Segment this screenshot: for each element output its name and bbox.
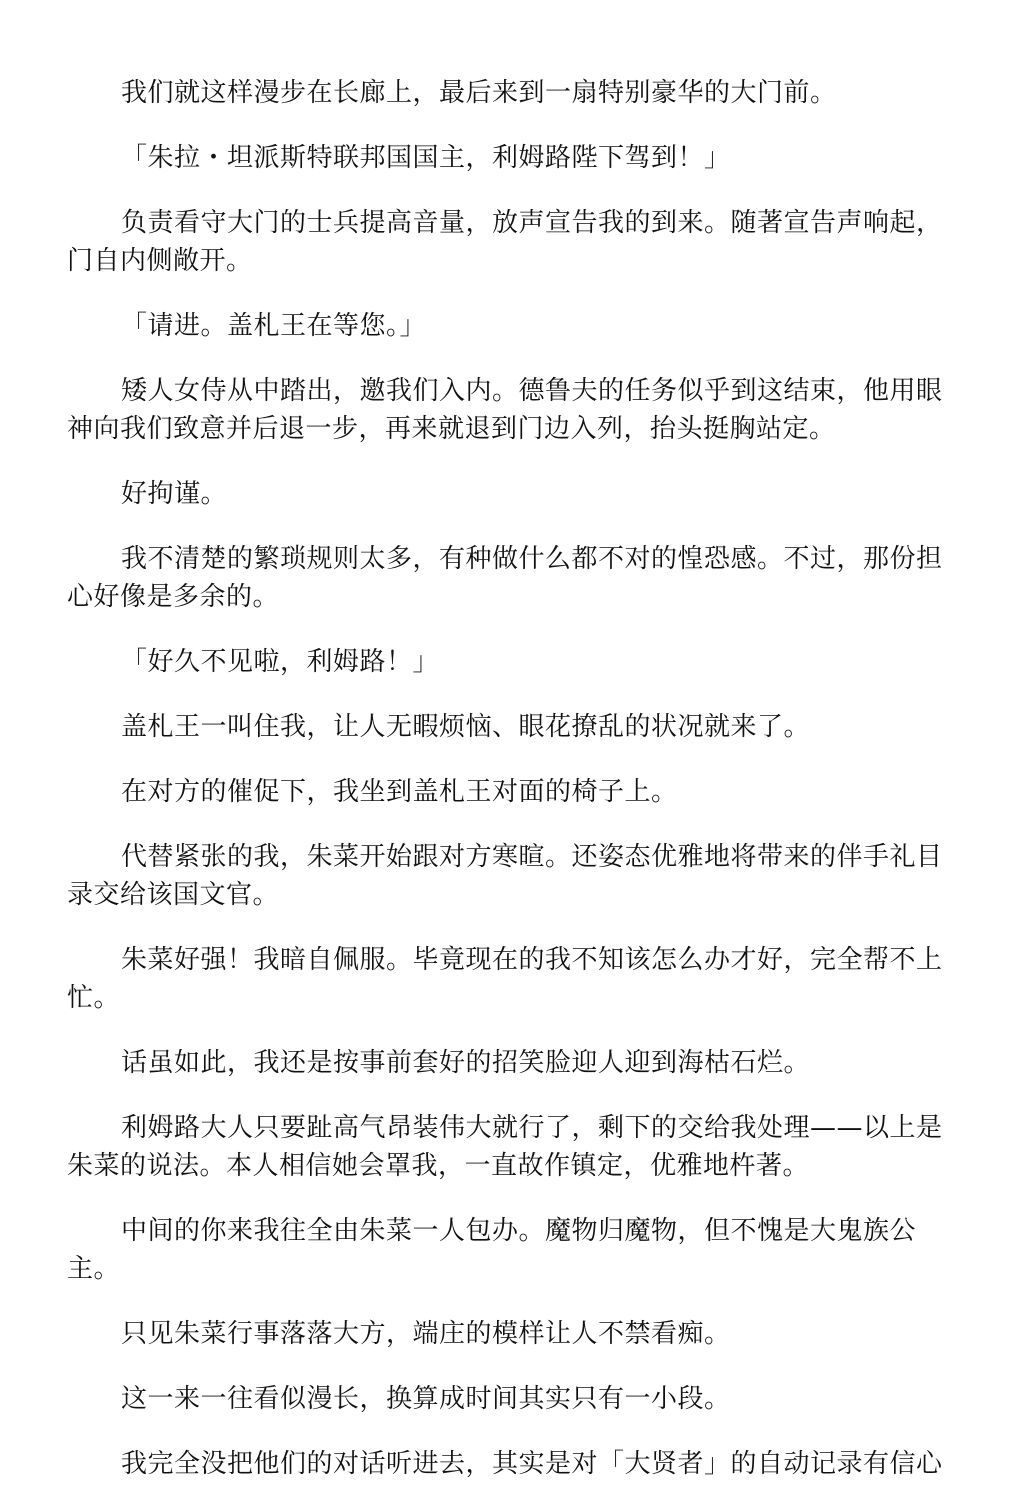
paragraph-16: 只见朱菜行事落落大方，端庄的模样让人不禁看痴。	[121, 1319, 731, 1349]
paragraph-3: 负责看守大门的士兵提高音量，放声宣告我的到来。随著宣告声响起，门自内侧敞开。	[67, 208, 943, 276]
body-text	[67, 74, 947, 1510]
paragraph-5: 矮人女侍从中踏出，邀我们入内。德鲁夫的任务似乎到这结束，他用眼神向我们致意并后退一步，再来就退到门边入列，抬头挺胸站定。	[67, 376, 943, 444]
paragraph-7: 我不清楚的繁琐规则太多，有种做什么都不对的惶恐感。不过，那份担心好像是多余的。	[67, 544, 943, 612]
paragraph-11: 代替紧张的我，朱菜开始跟对方寒暄。还姿态优雅地将带来的伴手礼目录交给该国文官。	[67, 842, 943, 910]
paragraph-8: 「好久不见啦，利姆路！」	[121, 647, 440, 677]
paragraph-12: 朱菜好强！我暗自佩服。毕竟现在的我不知该怎么办才好，完全帮不上忙。	[67, 945, 943, 1013]
paragraph-13: 话虽如此，我还是按事前套好的招笑脸迎人迎到海枯石烂。	[121, 1048, 811, 1078]
paragraph-2: 「朱拉・坦派斯特联邦国国主，利姆路陛下驾到！」	[121, 143, 731, 173]
paragraph-10: 在对方的催促下，我坐到盖札王对面的椅子上。	[121, 777, 678, 807]
paragraph-1: 我们就这样漫步在长廊上，最后来到一扇特别豪华的大门前。	[121, 78, 837, 108]
paragraph-18: 我完全没把他们的对话听进去，其实是对「大贤者」的自动记录有信心	[121, 1449, 943, 1479]
paragraph-14: 利姆路大人只要趾高气昂装伟大就行了，剩下的交给我处理——以上是朱菜的说法。本人相信她会罩我，一直故作镇定，优雅地杵著。	[67, 1113, 943, 1181]
paragraph-17: 这一来一往看似漫长，换算成时间其实只有一小段。	[121, 1384, 731, 1414]
paragraph-15: 中间的你来我往全由朱菜一人包办。魔物归魔物，但不愧是大鬼族公主。	[67, 1216, 917, 1284]
paragraph-6: 好拘谨。	[121, 479, 228, 509]
paragraph-4: 「请进。盖札王在等您。」	[121, 311, 427, 341]
paragraph-9: 盖札王一叫住我，让人无暇烦恼、眼花撩乱的状况就来了。	[121, 712, 811, 742]
